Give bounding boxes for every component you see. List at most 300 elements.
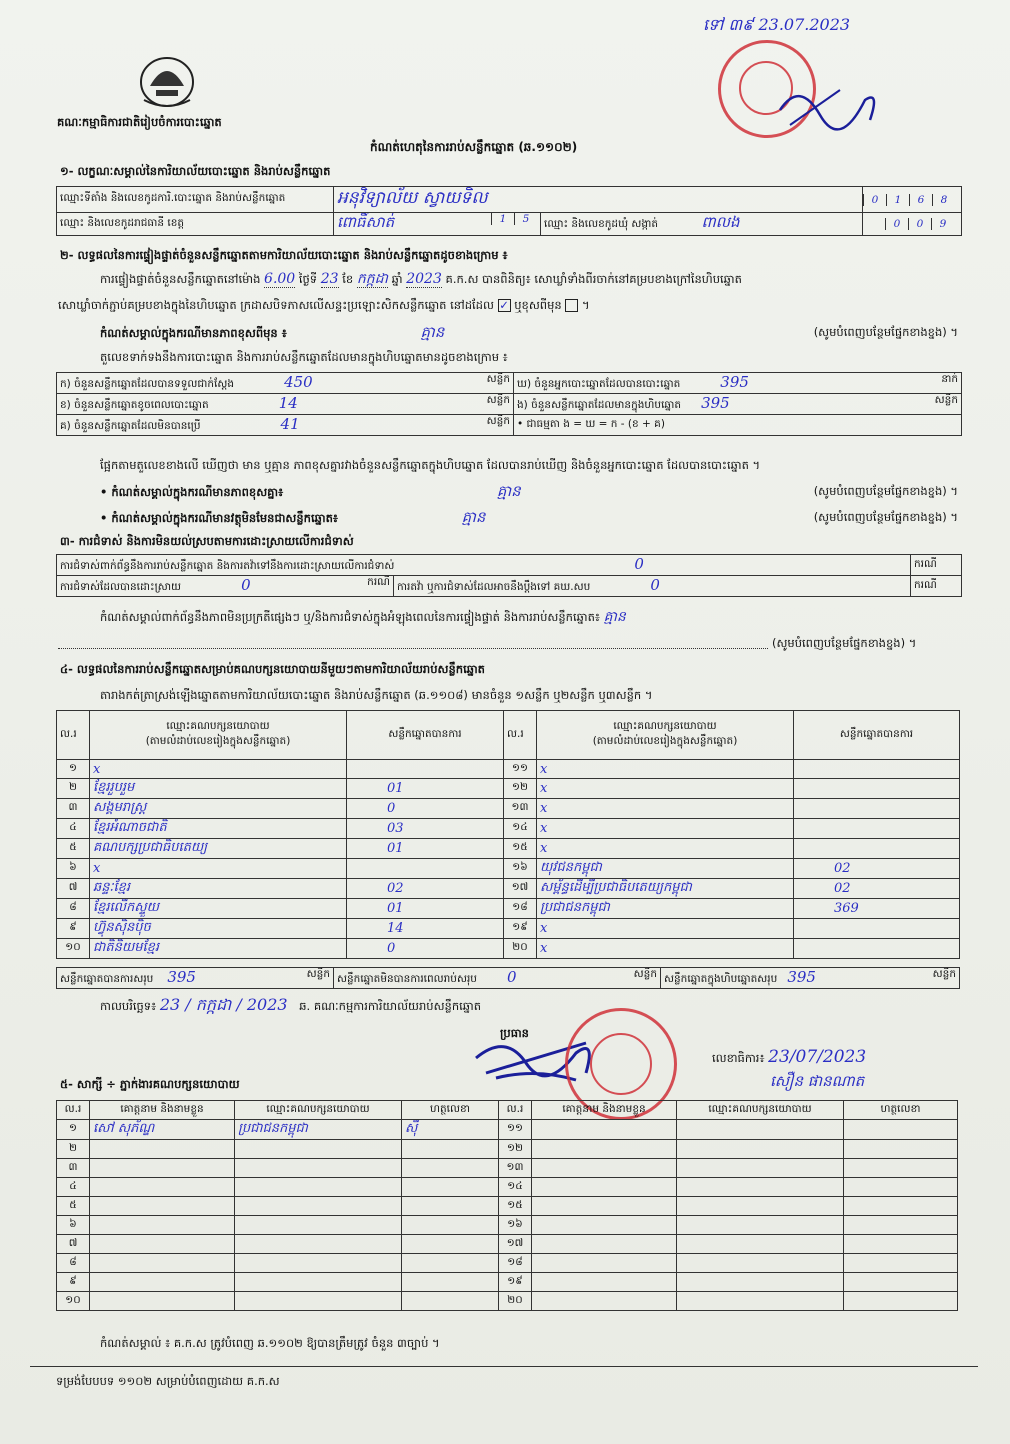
year-value: 2023 — [406, 271, 442, 287]
date-line — [100, 995, 482, 1014]
row-no: ១២ — [499, 1140, 532, 1159]
code-digit: 5 — [514, 213, 537, 225]
value: 0 — [241, 576, 251, 594]
witness-party — [677, 1235, 844, 1254]
commune-code — [863, 213, 962, 236]
value: 395 — [701, 394, 730, 412]
col-no: ល.រ — [57, 711, 90, 760]
vote-count — [794, 939, 960, 959]
table-row — [57, 1292, 958, 1311]
witness-party — [677, 1178, 844, 1197]
witness-signature — [402, 1235, 499, 1254]
witness-name — [532, 1197, 677, 1216]
vote-count — [794, 919, 960, 939]
tail: (សូមបំពេញបន្ថែមផ្នែកខាងខ្នង) ។ — [813, 510, 958, 524]
verification-line2: សោឃ្លាំចាក់ភ្ជាប់គម្របខាងក្នុងនៃហិបឆ្នោត ក្រដាសបិទភាសលើសន្ទះប្រឡោះសិកសន្លឹកឆ្នោត នៅដដែល ✓ ឬខុសពីមុន ។ — [58, 298, 590, 312]
code-digit: 0 — [863, 194, 886, 206]
witness-signature: ស៊ី — [402, 1120, 499, 1140]
witness-name — [532, 1216, 677, 1235]
witness-party — [677, 1159, 844, 1178]
unit: សន្លឹក — [633, 968, 657, 980]
total-valid — [57, 968, 334, 989]
party-name: x — [537, 799, 794, 819]
objection-row2b — [394, 576, 911, 597]
committee-label: ឆ. គណៈកម្មការការិយាល័យរាប់សន្លឹកឆ្នោត — [299, 999, 482, 1013]
date-value: 23 / កក្កដា / 2023 — [159, 995, 288, 1014]
row-no: ៩ — [57, 919, 90, 939]
row-no: ១៧ — [499, 1235, 532, 1254]
table-row — [57, 760, 960, 779]
footer-text: ទម្រង់បែបបទ ១១០២ សម្រាប់បំពេញដោយ គ.ក.ស — [56, 1374, 280, 1388]
totals-table — [56, 967, 960, 989]
party-name: សង្គមរាស្ត្រ — [90, 799, 347, 819]
value: 395 — [720, 373, 749, 391]
witness-signature — [844, 1273, 958, 1292]
party-name: គណបក្សប្រជាធិបតេយ្យ — [90, 839, 347, 859]
row-no: ១៦ — [499, 1216, 532, 1235]
count-e — [514, 394, 962, 415]
col-sign: ហត្ថលេខា — [844, 1101, 958, 1120]
row-no: ៦ — [57, 1216, 90, 1235]
table-row — [57, 1216, 958, 1235]
mismatch-note — [100, 484, 958, 499]
note-tail: (សូមបំពេញបន្ថែមផ្នែកខាងខ្នង) ។ — [813, 325, 958, 339]
commune-cell — [541, 213, 863, 236]
section5-footnote: កំណត់សម្គាល់ ៖ គ.ក.ស ត្រូវបំពេញ ឆ.១១០២ ឱ្យបានត្រឹមត្រូវ ចំនួន ៣ច្បាប់ ។ — [100, 1336, 440, 1350]
label: ខ) ចំនួនសន្លឹកឆ្នោតខូចពេលបោះឆ្នោត — [60, 399, 209, 411]
section1-table — [56, 186, 962, 236]
label: • កំណត់សម្គាល់ក្នុងករណីមានវត្ថុមិនមែនជាសន្លឹកឆ្នោត៖ — [100, 511, 338, 525]
month-value: កក្កដា — [356, 271, 388, 287]
header-text: ឈ្មោះគណបក្សនយោបាយ — [166, 720, 270, 732]
count-a — [57, 373, 514, 394]
difference-note — [100, 325, 958, 340]
party-name: ប្រជាជនកម្ពុជា — [537, 899, 794, 919]
irregularity-note — [100, 610, 626, 624]
col-votes: សន្លឹកឆ្នោតបានការ — [794, 711, 960, 760]
col-party — [90, 711, 347, 760]
table-row — [57, 939, 960, 959]
header-sub: (តាមលំដាប់លេខរៀងក្នុងសន្លឹកឆ្នោត) — [592, 735, 738, 747]
commune-value: ពាលង — [701, 213, 740, 231]
province-value: ពោធិ៍សាត់ — [337, 213, 395, 231]
value: 41 — [280, 415, 300, 433]
compare-line — [100, 458, 960, 472]
witness-party — [677, 1292, 844, 1311]
table-row — [57, 1197, 958, 1216]
results-body — [57, 760, 960, 959]
unit: សន្លឹក — [486, 373, 510, 385]
witness-name — [90, 1292, 235, 1311]
header-text: ឈ្មោះគណបក្សនយោបាយ — [613, 720, 717, 732]
table-row — [57, 1159, 958, 1178]
count-c — [57, 415, 514, 436]
witness-name — [532, 1235, 677, 1254]
witness-signature — [844, 1178, 958, 1197]
row-no: ១០ — [57, 1292, 90, 1311]
footer-divider — [30, 1366, 978, 1367]
party-name: ឆន្ទៈខ្មែរ — [90, 879, 347, 899]
nec-logo-icon — [136, 50, 198, 110]
row-no: ៨ — [57, 1254, 90, 1273]
row-no: ២០ — [499, 1292, 532, 1311]
different-checkbox[interactable] — [565, 299, 578, 312]
code-digit: 0 — [908, 218, 931, 230]
count-d — [514, 373, 962, 394]
code-digit: 6 — [909, 194, 932, 206]
unit: នាក់ — [941, 373, 958, 385]
witness-signature — [844, 1120, 958, 1140]
value: គ្មាន — [603, 609, 626, 625]
witness-party: ប្រជាជនកម្ពុជា — [235, 1120, 402, 1140]
witness-signature — [844, 1292, 958, 1311]
witness-name — [532, 1178, 677, 1197]
party-name: x — [537, 819, 794, 839]
vote-count — [347, 760, 504, 779]
value: គ្មាន — [461, 508, 486, 526]
table-row — [57, 1254, 958, 1273]
witness-party — [235, 1235, 402, 1254]
vote-count: 01 — [347, 839, 504, 859]
code-digit: 1 — [491, 213, 514, 225]
counts-table — [56, 372, 962, 436]
table-row — [57, 1235, 958, 1254]
table-intro: តួលេខទាក់ទងនឹងការបោះឆ្នោត និងការរាប់សន្លឹកឆ្នោតដែលមានក្នុងហិបឆ្នោតមានដូចខាងក្រោម ៖ — [100, 350, 508, 364]
witness-signature — [844, 1197, 958, 1216]
row-no: ១៤ — [499, 1178, 532, 1197]
label: ក) ចំនួនសន្លឹកឆ្នោតដែលបានទទួលជាក់ស្តែង — [60, 378, 235, 390]
col-votes: សន្លឹកឆ្នោតបានការ — [347, 711, 504, 760]
row-no: ១ — [57, 1120, 90, 1140]
table-row — [57, 799, 960, 819]
table-row — [57, 779, 960, 799]
section5-heading: ៥- សាក្សី ÷ ភ្នាក់ងារគណបក្សនយោបាយ — [60, 1077, 240, 1091]
vote-count: 0 — [347, 799, 504, 819]
vote-count — [794, 839, 960, 859]
row-no: ៥ — [57, 1197, 90, 1216]
row-no: ១៩ — [499, 1273, 532, 1292]
vote-count: 01 — [347, 899, 504, 919]
code-digit: 1 — [886, 194, 909, 206]
vote-count — [794, 819, 960, 839]
row-no: ១៣ — [504, 799, 537, 819]
secretary-date: 23/07/2023 — [768, 1047, 867, 1067]
label: ឃ) ចំនួនអ្នកបោះឆ្នោតដែលបានបោះឆ្នោត — [517, 378, 681, 390]
unit: ករណី — [911, 576, 962, 597]
witness-signature — [402, 1140, 499, 1159]
label: សន្លឹកឆ្នោតមិនបានការពេលរាប់សរុប — [337, 973, 477, 985]
count-b — [57, 394, 514, 415]
unit: សន្លឹក — [486, 394, 510, 406]
section4-heading: ៤- លទ្ធផលនៃការរាប់សន្លឹកឆ្នោតសម្រាប់គណបក្សនយោបាយនីមួយៗតាមការិយាល័យរាប់សន្លឹកឆ្នោត — [60, 662, 485, 676]
unit: ករណី — [911, 555, 962, 576]
unit: ករណី — [367, 576, 390, 588]
row-no: ៧ — [57, 1235, 90, 1254]
witness-name — [532, 1140, 677, 1159]
witness-party — [677, 1273, 844, 1292]
witness-table — [56, 1100, 958, 1311]
party-name: x — [537, 779, 794, 799]
value: 14 — [278, 394, 298, 412]
text: ឬខុសពីមុន — [514, 298, 562, 312]
party-name: យុវជនកម្ពុជា — [537, 859, 794, 879]
tail: (សូមបំពេញបន្ថែមផ្នែកខាងខ្នង) ។ — [813, 484, 958, 498]
vote-count — [794, 799, 960, 819]
table-row — [57, 919, 960, 939]
row-no: ៦ — [57, 859, 90, 879]
col-no: ល.រ — [499, 1101, 532, 1120]
col-sign: ហត្ថលេខា — [402, 1101, 499, 1120]
label: ការតវ៉ា ឬការជំទាស់ដែលអាចនឹងប្តឹងទៅ គឃ.សប — [397, 581, 591, 593]
witness-name: សៅ សុភ័ណ្ឌ — [90, 1120, 235, 1140]
results-table — [56, 710, 960, 959]
label: • កំណត់សម្គាល់ក្នុងករណីមានភាពខុសគ្នា៖ — [100, 485, 284, 499]
value: 0 — [506, 968, 517, 986]
witness-party — [677, 1140, 844, 1159]
row-no: ១១ — [499, 1120, 532, 1140]
secretary-block — [712, 1047, 867, 1067]
value: 0 — [634, 555, 644, 573]
witness-party — [235, 1159, 402, 1178]
row-no: ៩ — [57, 1273, 90, 1292]
party-name: ខ្មែរលើកស្ទួយ — [90, 899, 347, 919]
witness-party — [677, 1254, 844, 1273]
value: 0 — [650, 576, 660, 594]
witness-name — [532, 1254, 677, 1273]
unit: សន្លឹក — [486, 415, 510, 427]
table-row — [57, 839, 960, 859]
time-value: 6.00 — [264, 271, 296, 287]
witness-signature — [402, 1178, 499, 1197]
witness-name — [90, 1159, 235, 1178]
vote-count — [347, 859, 504, 879]
table-row — [57, 879, 960, 899]
vote-count: 01 — [347, 779, 504, 799]
row-no: ៣ — [57, 1159, 90, 1178]
witness-name — [90, 1140, 235, 1159]
witness-name — [90, 1197, 235, 1216]
witness-party — [235, 1254, 402, 1273]
location-label: ឈ្មោះទីតាំង និងលេខកូដការិ.បោះឆ្នោត និងរាប់សន្លឹកឆ្នោត — [57, 187, 334, 213]
party-name: សម្ព័ន្ធដើម្បីប្រជាធិបតេយ្យកម្ពុជា — [537, 879, 794, 899]
witness-name — [90, 1254, 235, 1273]
section2-heading: ២- លទ្ធផលនៃការផ្ទៀងផ្ទាត់ចំនួនសន្លឹកឆ្នោតតាមការិយាល័យបោះឆ្នោត និងរាប់សន្លឹកឆ្នោតដូចខាងក្រោម ៖ — [60, 248, 508, 262]
text: ផ្អែកតាមតួលេខខាងលើ ឃើញថា មាន ឬគ្មាន ភាពខុសគ្នារវាងចំនួនសន្លឹកឆ្នោតក្នុងហិបឆ្នោត ដែលបានរាប់ឃើញ និងចំនួនអ្នកបោះឆ្នោត ដែលបានបោះឆ្នោត ។ — [100, 458, 761, 472]
label: ការជំទាស់ដែលបានដោះស្រាយ — [60, 581, 182, 593]
row-no: ១ — [57, 760, 90, 779]
row-no: ១៣ — [499, 1159, 532, 1178]
witness-signature — [402, 1273, 499, 1292]
chair-label: ប្រធាន — [500, 1026, 529, 1040]
vote-count: 0 — [347, 939, 504, 959]
signature-top — [770, 70, 890, 140]
label: សន្លឹកឆ្នោតក្នុងហិបឆ្នោតសរុប — [664, 973, 778, 985]
label: ង) ចំនួនសន្លឹកឆ្នោតដែលមានក្នុងហិបឆ្នោត — [517, 399, 682, 411]
witness-signature — [844, 1254, 958, 1273]
party-name: x — [537, 939, 794, 959]
col-party — [537, 711, 794, 760]
witness-party — [677, 1216, 844, 1235]
party-name: ខ្មែររួបរួម — [90, 779, 347, 799]
party-name: ខ្មែរអំណាចជាតិ — [90, 819, 347, 839]
witness-signature — [844, 1235, 958, 1254]
witness-party — [235, 1197, 402, 1216]
vote-count — [794, 760, 960, 779]
witness-party — [235, 1216, 402, 1235]
label: កំណត់សម្គាល់ពាក់ព័ន្ធនឹងភាពមិនប្រក្រតីផ្សេងៗ ឬ/និងការជំទាស់ក្នុងអំឡុងពេលនៃការផ្ទៀងផ្ទាត់ និងការរាប់សន្លឹកឆ្នោត៖ — [100, 610, 600, 624]
value: 395 — [167, 968, 196, 986]
party-name: ហ៊្វុនស៊ិនប៉ិច — [90, 919, 347, 939]
col-no: ល.រ — [57, 1101, 90, 1120]
verification-line1 — [100, 272, 742, 286]
code-digit: 9 — [931, 218, 954, 230]
witness-body — [57, 1120, 958, 1311]
text: ថ្ងៃទី — [298, 272, 318, 286]
witness-signature — [844, 1159, 958, 1178]
row-no: ១២ — [504, 779, 537, 799]
row-no: ១៦ — [504, 859, 537, 879]
witness-signature — [844, 1140, 958, 1159]
commune-label: ឈ្មោះ និងលេខកូដឃុំ សង្កាត់ — [544, 218, 659, 230]
total-box — [661, 968, 960, 989]
value: គ្មាន — [496, 482, 521, 500]
same-checkbox[interactable]: ✓ — [499, 298, 509, 312]
witness-signature — [402, 1216, 499, 1235]
irregularity-tail: (សូមបំពេញបន្ថែមផ្នែកខាងខ្នង) ។ — [772, 636, 917, 650]
code-digit: 8 — [932, 194, 955, 206]
row-no: ១១ — [504, 760, 537, 779]
col-name: គោត្តនាម និងនាមខ្លួន — [90, 1101, 235, 1120]
witness-name — [90, 1273, 235, 1292]
party-name: x — [537, 760, 794, 779]
value: 450 — [284, 373, 313, 391]
witness-name — [90, 1235, 235, 1254]
location-value: អនុវិទ្យាល័យ ស្វាយទិល — [334, 187, 863, 213]
witness-party — [235, 1292, 402, 1311]
col-name: គោត្តនាម និងនាមខ្លួន — [532, 1101, 677, 1120]
row-no: ១៨ — [504, 899, 537, 919]
objections-table — [56, 554, 962, 597]
province-label: ឈ្មោះ និងលេខកូដរាជធានី ខេត្ត — [57, 213, 334, 236]
vote-count: 02 — [347, 879, 504, 899]
row-no: ១៧ — [504, 879, 537, 899]
row-no: ៨ — [57, 899, 90, 919]
col-party: ឈ្មោះគណបក្សនយោបាយ — [677, 1101, 844, 1120]
vote-count: 02 — [794, 859, 960, 879]
table-row — [57, 1273, 958, 1292]
party-name: x — [537, 839, 794, 859]
party-name: x — [90, 859, 347, 879]
table-row — [57, 1178, 958, 1197]
value: 395 — [787, 968, 816, 986]
vote-count: 02 — [794, 879, 960, 899]
dotted-line — [58, 636, 768, 649]
table-row — [57, 1120, 958, 1140]
party-name: x — [90, 760, 347, 779]
party-name: x — [537, 919, 794, 939]
table-row — [57, 899, 960, 919]
vote-count: 369 — [794, 899, 960, 919]
party-name: ជាតិនិយមខ្មែរ — [90, 939, 347, 959]
objection-row2 — [57, 576, 394, 597]
witness-signature — [844, 1216, 958, 1235]
witness-signature — [402, 1159, 499, 1178]
label: សន្លឹកឆ្នោតបានការសរុប — [60, 973, 154, 985]
label: ការជំទាស់ពាក់ព័ន្ធនឹងការរាប់សន្លឹកឆ្នោត និងការតវ៉ាទៅនឹងការដោះស្រាយលើការជំទាស់ — [60, 560, 395, 572]
section1-heading: ១- លក្ខណៈសម្គាល់នៃការិយាល័យបោះឆ្នោត និងរាប់សន្លឹកឆ្នោត — [60, 164, 331, 178]
unit: សន្លឹក — [932, 968, 956, 980]
row-no: ៤ — [57, 1178, 90, 1197]
vote-count: 14 — [347, 919, 504, 939]
witness-signature — [402, 1197, 499, 1216]
secretary-name: សឿន ផានណាត — [770, 1072, 865, 1090]
vote-count — [794, 779, 960, 799]
text: ខែ — [342, 272, 354, 286]
witness-party — [677, 1120, 844, 1140]
row-no: ៣ — [57, 799, 90, 819]
label: គ) ចំនួនសន្លឹកឆ្នោតដែលមិនបានប្រើ — [60, 420, 201, 432]
row-no: ១៥ — [504, 839, 537, 859]
vote-count: 03 — [347, 819, 504, 839]
province-cell — [334, 213, 541, 236]
section4-intro: តារាងកត់ត្រាស្រង់ឡើងឆ្នោតតាមការិយាល័យបោះឆ្នោត និងរាប់សន្លឹកឆ្នោត (ឆ.១១០៨) មានចំនួន ១សន្លឹក ឬ២សន្លឹក ឬ៣សន្លឹក ។ — [100, 688, 653, 702]
header-sub: (តាមលំដាប់លេខរៀងក្នុងសន្លឹកឆ្នោត) — [145, 735, 291, 747]
witness-party — [235, 1178, 402, 1197]
row-no: ១៨ — [499, 1254, 532, 1273]
col-party: ឈ្មោះគណបក្សនយោបាយ — [235, 1101, 402, 1120]
witness-party — [235, 1273, 402, 1292]
witness-name — [90, 1178, 235, 1197]
witness-party — [677, 1197, 844, 1216]
secretary-label: លេខាធិការ៖ — [712, 1051, 765, 1065]
text: សោឃ្លាំចាក់ភ្ជាប់គម្របខាងក្នុងនៃហិបឆ្នោត ក្រដាសបិទភាសលើសន្ទះប្រឡោះសិកសន្លឹកឆ្នោត នៅដដែល — [58, 298, 494, 312]
code-digit: 0 — [885, 218, 908, 230]
row-no: ២០ — [504, 939, 537, 959]
formula: • ជាធម្មតា ង = ឃ = ក - (ខ + គ) — [514, 415, 962, 436]
witness-signature — [402, 1254, 499, 1273]
unit: សន្លឹក — [934, 394, 958, 406]
row-no: ៤ — [57, 819, 90, 839]
form-title: កំណត់ហេតុនៃការរាប់សន្លឹកឆ្នោត (ឆ.១១០២) — [370, 140, 578, 154]
note-label: កំណត់សម្គាល់ក្នុងករណីមានភាពខុសពីមុន ៖ — [100, 326, 287, 340]
table-row — [57, 1140, 958, 1159]
objection-row1 — [57, 555, 911, 576]
row-no: ១៥ — [499, 1197, 532, 1216]
row-no: ៧ — [57, 879, 90, 899]
foreign-object-note — [100, 510, 958, 525]
row-no: ១៩ — [504, 919, 537, 939]
row-no: ៥ — [57, 839, 90, 859]
witness-name — [90, 1216, 235, 1235]
col-no: ល.រ — [504, 711, 537, 760]
witness-name — [532, 1292, 677, 1311]
note-value: គ្មាន — [420, 323, 445, 341]
row-no: ១០ — [57, 939, 90, 959]
text: ការផ្ទៀងផ្ទាត់ចំនួនសន្លឹកឆ្នោតនៅម៉ោង — [100, 272, 261, 286]
witness-name — [532, 1159, 677, 1178]
section3-heading: ៣- ការជំទាស់ និងការមិនយល់ស្របតាមការដោះស្រាយលើការជំទាស់ — [60, 534, 354, 548]
row-no: ២ — [57, 779, 90, 799]
witness-name — [532, 1273, 677, 1292]
witness-name — [532, 1120, 677, 1140]
text: គ.ក.ស បានពិនិត្យ៖ សោឃ្លាំទាំងពីរចាក់នៅគម្របខាងក្រៅនៃហិបឆ្នោត — [445, 272, 742, 286]
table-row — [57, 819, 960, 839]
unit: សន្លឹក — [306, 968, 330, 980]
row-no: ១៤ — [504, 819, 537, 839]
top-handwritten-note: ទៅ ៣៩ 23.07.2023 — [703, 15, 851, 34]
location-code — [863, 187, 962, 213]
total-invalid — [334, 968, 661, 989]
